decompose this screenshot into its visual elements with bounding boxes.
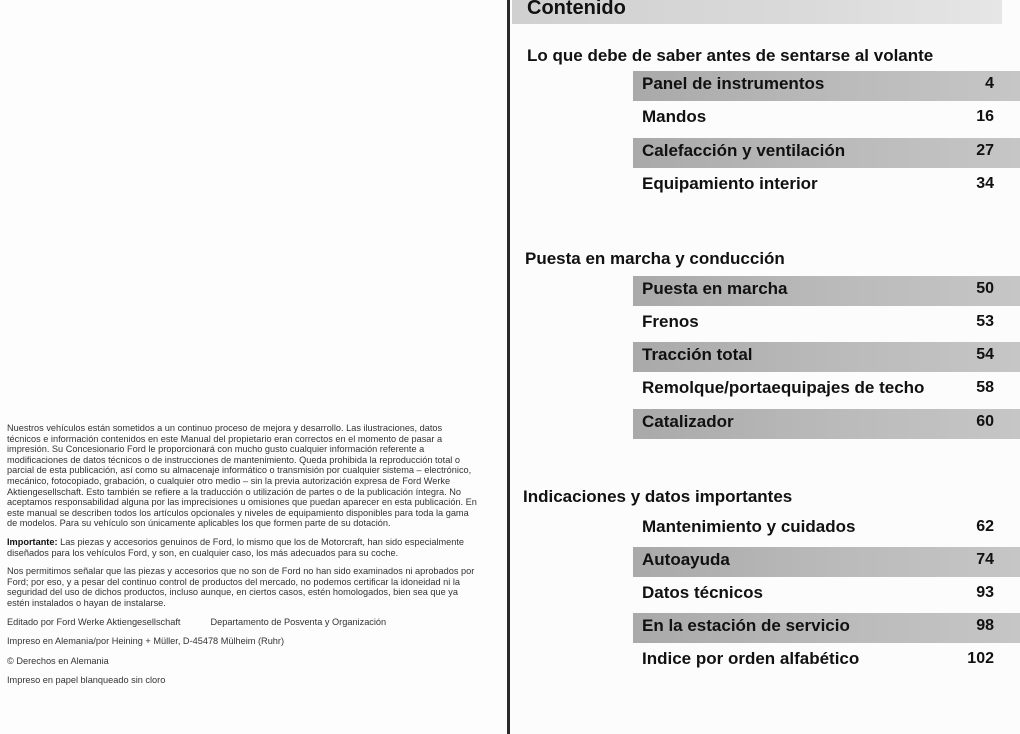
toc-entry-page: 16 bbox=[976, 108, 994, 125]
publisher-line bbox=[7, 617, 477, 628]
toc-entry[interactable] bbox=[633, 646, 1020, 676]
toc-entry-label: Datos técnicos bbox=[642, 583, 763, 602]
toc-entry-label: Panel de instrumentos bbox=[642, 74, 825, 93]
toc-entry-label: Tracción total bbox=[642, 345, 753, 364]
toc-entry[interactable] bbox=[633, 71, 1020, 101]
toc-entry-page: 54 bbox=[976, 346, 994, 363]
accessories-paragraph: Nos permitimos señalar que las piezas y accesorios que no son de Ford no han sido examinados ni aprobados por Ford; por eso, y a pesar del continuo control de productos del mercado, no podemos certificar la idoneidad ni la seguridad del uso de dichos productos, incluso aunque, en ciertos casos, estén homologados, bien sea que ya estén instalados o hayan de instalarse. bbox=[7, 566, 475, 608]
toc-entry[interactable] bbox=[633, 409, 1020, 439]
toc-entry-label: Remolque/portaequipajes de techo bbox=[642, 378, 925, 397]
toc-entry-label: Indice por orden alfabético bbox=[642, 649, 860, 668]
toc-entry-label: Autoayuda bbox=[642, 550, 730, 569]
toc-entry[interactable] bbox=[633, 547, 1020, 577]
toc-entry-page: 62 bbox=[976, 518, 994, 535]
section-heading: Puesta en marcha y conducción bbox=[525, 249, 785, 268]
section-heading: Indicaciones y datos importantes bbox=[523, 487, 793, 506]
toc-entry-label: Puesta en marcha bbox=[642, 279, 788, 298]
legal-notice bbox=[7, 423, 477, 695]
toc-entry-page: 98 bbox=[976, 617, 994, 634]
toc-entry-label: Equipamiento interior bbox=[642, 174, 818, 193]
toc-entry[interactable] bbox=[633, 276, 1020, 306]
toc-entry[interactable] bbox=[633, 580, 1020, 610]
toc-entry-page: 74 bbox=[976, 551, 994, 568]
toc-entry-page: 27 bbox=[976, 142, 994, 159]
paper-note: Impreso en papel blanqueado sin cloro bbox=[7, 675, 166, 686]
toc-entry[interactable] bbox=[633, 514, 1020, 544]
toc-entry-page: 53 bbox=[976, 313, 994, 330]
edited-by: Editado por Ford Werke Aktiengesellschaft bbox=[7, 616, 181, 627]
copyright: © Derechos en Alemania bbox=[7, 655, 109, 666]
page-title: Contenido bbox=[527, 0, 626, 19]
toc-entry[interactable] bbox=[633, 613, 1020, 643]
department: Departamento de Posventa y Organización bbox=[210, 616, 387, 627]
toc-entry-label: Mantenimiento y cuidados bbox=[642, 517, 856, 536]
toc-entry[interactable] bbox=[633, 171, 1020, 201]
legal-paragraph: Nuestros vehículos están sometidos a un continuo proceso de mejora y desarrollo. Las ilustraciones, datos técnicos e información contenidos en este Manual del propietario eran correctos en el momento de pasar a impresión. Su Concesionario Ford le proporcionará con mucho gusto cualquier información referente a modificaciones de datos técnicos o de instrucciones de mantenimiento. Queda prohibida la reproducción total o parcial de esta publicación, así como su almacenaje informático o transmisión por cualquier sistema – electrónico, mecánico, fotocopiado, grabación, o cualquier otro medio – sin la previa autorización expresa de Ford Werke Aktiengesellschaft. Esto también se refiere a la traducción o utilización de partes o de la publicación íntegra. No aceptamos responsabilidad alguna por las imprecisiones u omisiones que puedan aparecer en esta publicación. En este manual se describen todos los artículos opcionales y niveles de equipamiento disponibles para toda la gama de modelos. Para su vehículo son únicamente aplicables los que formen parte de su dotación. bbox=[7, 423, 477, 529]
toc-entry[interactable] bbox=[633, 375, 1020, 405]
toc-entry[interactable] bbox=[633, 309, 1020, 339]
toc-entry[interactable] bbox=[633, 104, 1020, 134]
toc-entry-page: 50 bbox=[976, 280, 994, 297]
toc-entry-page: 102 bbox=[967, 650, 994, 667]
section-heading: Lo que debe de saber antes de sentarse al volante bbox=[527, 46, 934, 65]
toc-entry-label: Frenos bbox=[642, 312, 699, 331]
toc-entry-label: Calefacción y ventilación bbox=[642, 141, 846, 160]
toc-entry-label: Catalizador bbox=[642, 412, 734, 431]
toc-entry[interactable] bbox=[633, 138, 1020, 168]
toc-entry-page: 34 bbox=[976, 175, 994, 192]
toc-entry-page: 93 bbox=[976, 584, 994, 601]
toc-entry-label: Mandos bbox=[642, 107, 707, 126]
toc-entry[interactable] bbox=[633, 342, 1020, 372]
toc-entry-page: 60 bbox=[976, 413, 994, 430]
toc-entry-label: En la estación de servicio bbox=[642, 616, 850, 635]
toc-entry-page: 58 bbox=[976, 379, 994, 396]
toc-entry-page: 4 bbox=[985, 75, 994, 92]
printed-in: Impreso en Alemania/por Heining + Müller, D-45478 Mülheim (Ruhr) bbox=[7, 636, 285, 647]
important-label: Importante: bbox=[7, 536, 58, 547]
important-paragraph bbox=[7, 537, 477, 558]
important-text: Las piezas y accesorios genuinos de Ford, lo mismo que los de Motorcraft, han sido especialmente diseñados para los vehículos Ford, y son, en cualquier caso, los más adecuados para su coche. bbox=[7, 536, 465, 558]
